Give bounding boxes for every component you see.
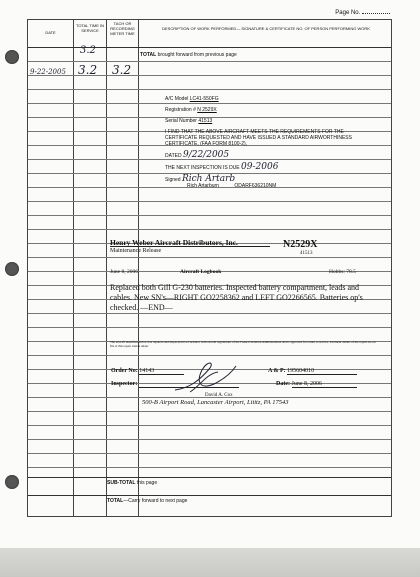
signed-date: Date: June 8, 2006 bbox=[276, 381, 357, 388]
tail-number: N2529X bbox=[283, 239, 318, 250]
scan-shadow bbox=[0, 548, 420, 577]
maintenance-release bbox=[105, 233, 390, 383]
brought-forward-total-time: 3.2 bbox=[80, 45, 96, 56]
inspector-signature-icon bbox=[170, 360, 240, 396]
release-date: June 8, 2006 bbox=[110, 269, 138, 275]
carry-forward-label: TOTAL—Carry forward to next page bbox=[107, 498, 188, 504]
dated-value: 9/22/2005 bbox=[182, 150, 230, 160]
total-time-column-header: TOTAL TIME IN SERVICE bbox=[75, 23, 105, 33]
ap-number: A & P: 195604010 bbox=[268, 368, 357, 375]
inspector-name: David A. Cox bbox=[205, 393, 233, 398]
tach-column-header: TACH OR RECORDING METER TIME bbox=[110, 21, 135, 36]
serial-number: 41513 bbox=[300, 251, 313, 256]
page-number: Page No. bbox=[335, 10, 390, 16]
date-column-header: DATE bbox=[45, 30, 56, 35]
airworthiness-statement: I FIND THAT THE ABOVE AIRCRAFT MEETS THE REQUIREMENTS FOR THE CERTIFICATE REQUESTED AND HAVE ISSUED A STANDARD AIRWORTHINESS CERTIFICATE, (FAA FORM 8100-2), bbox=[165, 129, 352, 147]
airworthiness-sticker: A/C Model LC41-550FG Registration # N 2529X Serial Number 41513 I FIND THAT THE ABOVE AIRCRAFT MEETS THE REQUIREMENTS FOR THE CERTIFICATE REQUESTED AND HAVE ISSUED A STANDARD AIRWORTHINESS CERTIFICATE, (FAA FORM 8100-2), DATED 9/22/2005 THE NEXT INSPECTION IS DUE 09-2006 Signed Rich Artarb Rich Artarburn ODARF636210NM bbox=[165, 96, 365, 189]
hobbs-reading: Hobbs: 78.5 bbox=[329, 269, 356, 275]
company-name: Henry Weber Aircraft Distributors, Inc. bbox=[110, 238, 238, 247]
brought-forward-label: TOTAL brought forward from previous page bbox=[140, 52, 237, 58]
release-subtitle: Maintenance Release bbox=[110, 248, 162, 254]
description-column-header: DESCRIPTION OF WORK PERFORMED— SIGNATURE & CERTIFICATE NO. OF PERSON PERFORMING WORK bbox=[162, 26, 370, 31]
binder-hole bbox=[5, 262, 19, 276]
order-number: Order No: 14143 bbox=[111, 368, 184, 375]
inspector-field: Inspector: bbox=[111, 381, 239, 388]
work-description: Replaced both Gill G-230 batteries. Inspected battery compartment, leads and cables. New SN's—RIGHT GO2258362 and LEFT GO2266565. Batteries op's checked. —END— bbox=[110, 283, 363, 312]
sticker-signature: Rich Artarb bbox=[181, 174, 236, 184]
logbook-type: Aircraft Logbook bbox=[180, 269, 222, 275]
binder-hole bbox=[5, 475, 19, 489]
subtotal-label: SUB-TOTAL this page bbox=[107, 480, 158, 486]
next-inspection-value: 09-2006 bbox=[241, 162, 279, 172]
entry-tach-time: 3.2 bbox=[112, 63, 132, 77]
company-address: 500-B Airport Road, Lancaster Airport, Lititz, PA 17543 bbox=[142, 399, 289, 406]
binder-hole bbox=[5, 50, 19, 64]
entry-date: 9-22-2005 bbox=[30, 68, 66, 76]
entry-total-time: 3.2 bbox=[78, 63, 98, 77]
certification-statement: The aircraft identified above was repaired and inspected in accordance with current regulations of the Federal Aviation Administration and is approved for return to service. Pertinent details of the repair are on file at this repair station under bbox=[110, 340, 376, 348]
